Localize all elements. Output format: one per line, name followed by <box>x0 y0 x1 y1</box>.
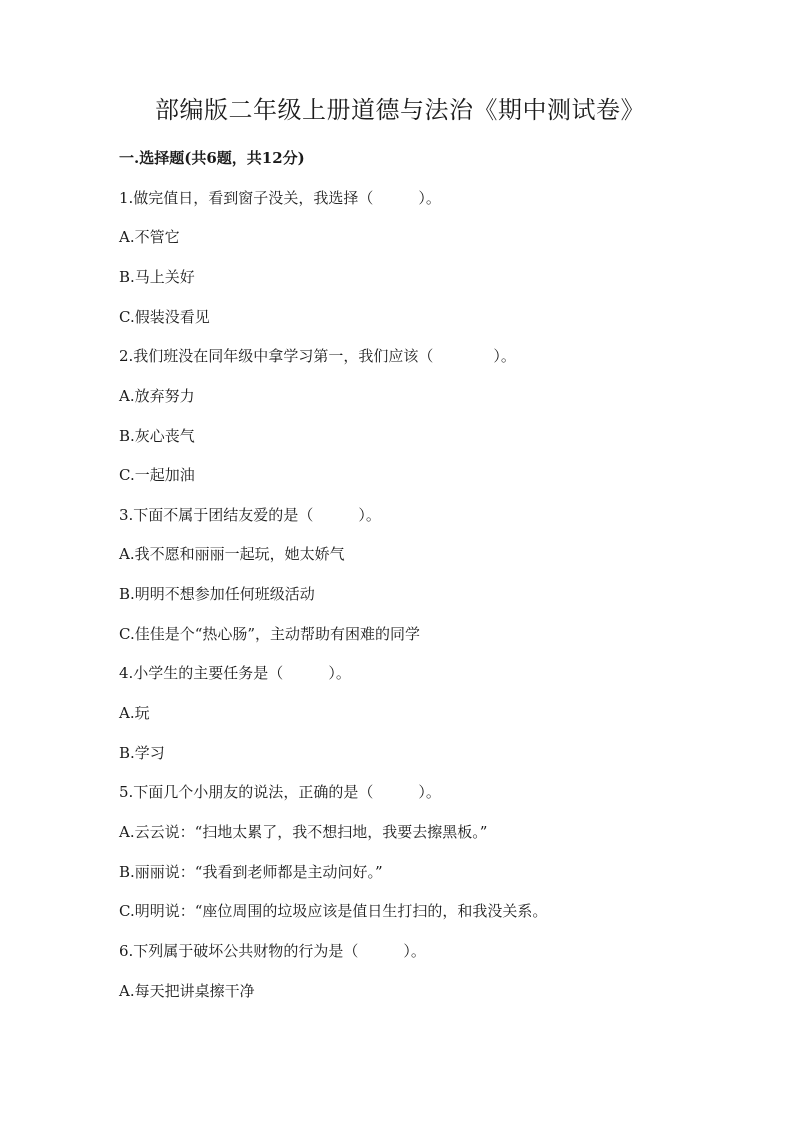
question-2-option-a: A.放弃努力 <box>119 387 195 405</box>
section-heading: 一.选择题(共6题，共12分) <box>119 149 305 167</box>
question-6-option-a: A.每天把讲桌擦干净 <box>119 982 255 1000</box>
question-3-option-c: C.佳佳是个“热心肠”，主动帮助有困难的同学 <box>119 625 421 643</box>
page-title: 部编版二年级上册道德与法治《期中测试卷》 <box>155 96 645 124</box>
question-1-option-b: B.马上关好 <box>119 268 195 286</box>
question-3-option-b: B.明明不想参加任何班级活动 <box>119 585 315 603</box>
question-5-stem: 5.下面几个小朋友的说法，正确的是（ ）。 <box>119 783 441 801</box>
question-3-stem: 3.下面不属于团结友爱的是（ ）。 <box>119 506 381 524</box>
question-5-option-a: A.云云说：“扫地太累了，我不想扫地，我要去擦黑板。” <box>119 823 488 841</box>
question-2-option-b: B.灰心丧气 <box>119 427 195 445</box>
question-5-option-c: C.明明说：“座位周围的垃圾应该是值日生打扫的，和我没关系。 <box>119 902 548 920</box>
question-6-stem: 6.下列属于破坏公共财物的行为是（ ）。 <box>119 942 426 960</box>
question-1-option-a: A.不管它 <box>119 228 180 246</box>
question-4-stem: 4.小学生的主要任务是（ ）。 <box>119 664 351 682</box>
question-4-option-a: A.玩 <box>119 704 150 722</box>
question-2-stem: 2.我们班没在同年级中拿学习第一，我们应该（ ）。 <box>119 347 516 365</box>
question-2-option-c: C.一起加油 <box>119 466 195 484</box>
question-4-option-b: B.学习 <box>119 744 165 762</box>
question-3-option-a: A.我不愿和丽丽一起玩，她太娇气 <box>119 545 345 563</box>
question-1-option-c: C.假装没看见 <box>119 308 210 326</box>
question-5-option-b: B.丽丽说：“我看到老师都是主动问好。” <box>119 863 383 881</box>
question-1-stem: 1.做完值日，看到窗子没关，我选择（ ）。 <box>119 189 441 207</box>
